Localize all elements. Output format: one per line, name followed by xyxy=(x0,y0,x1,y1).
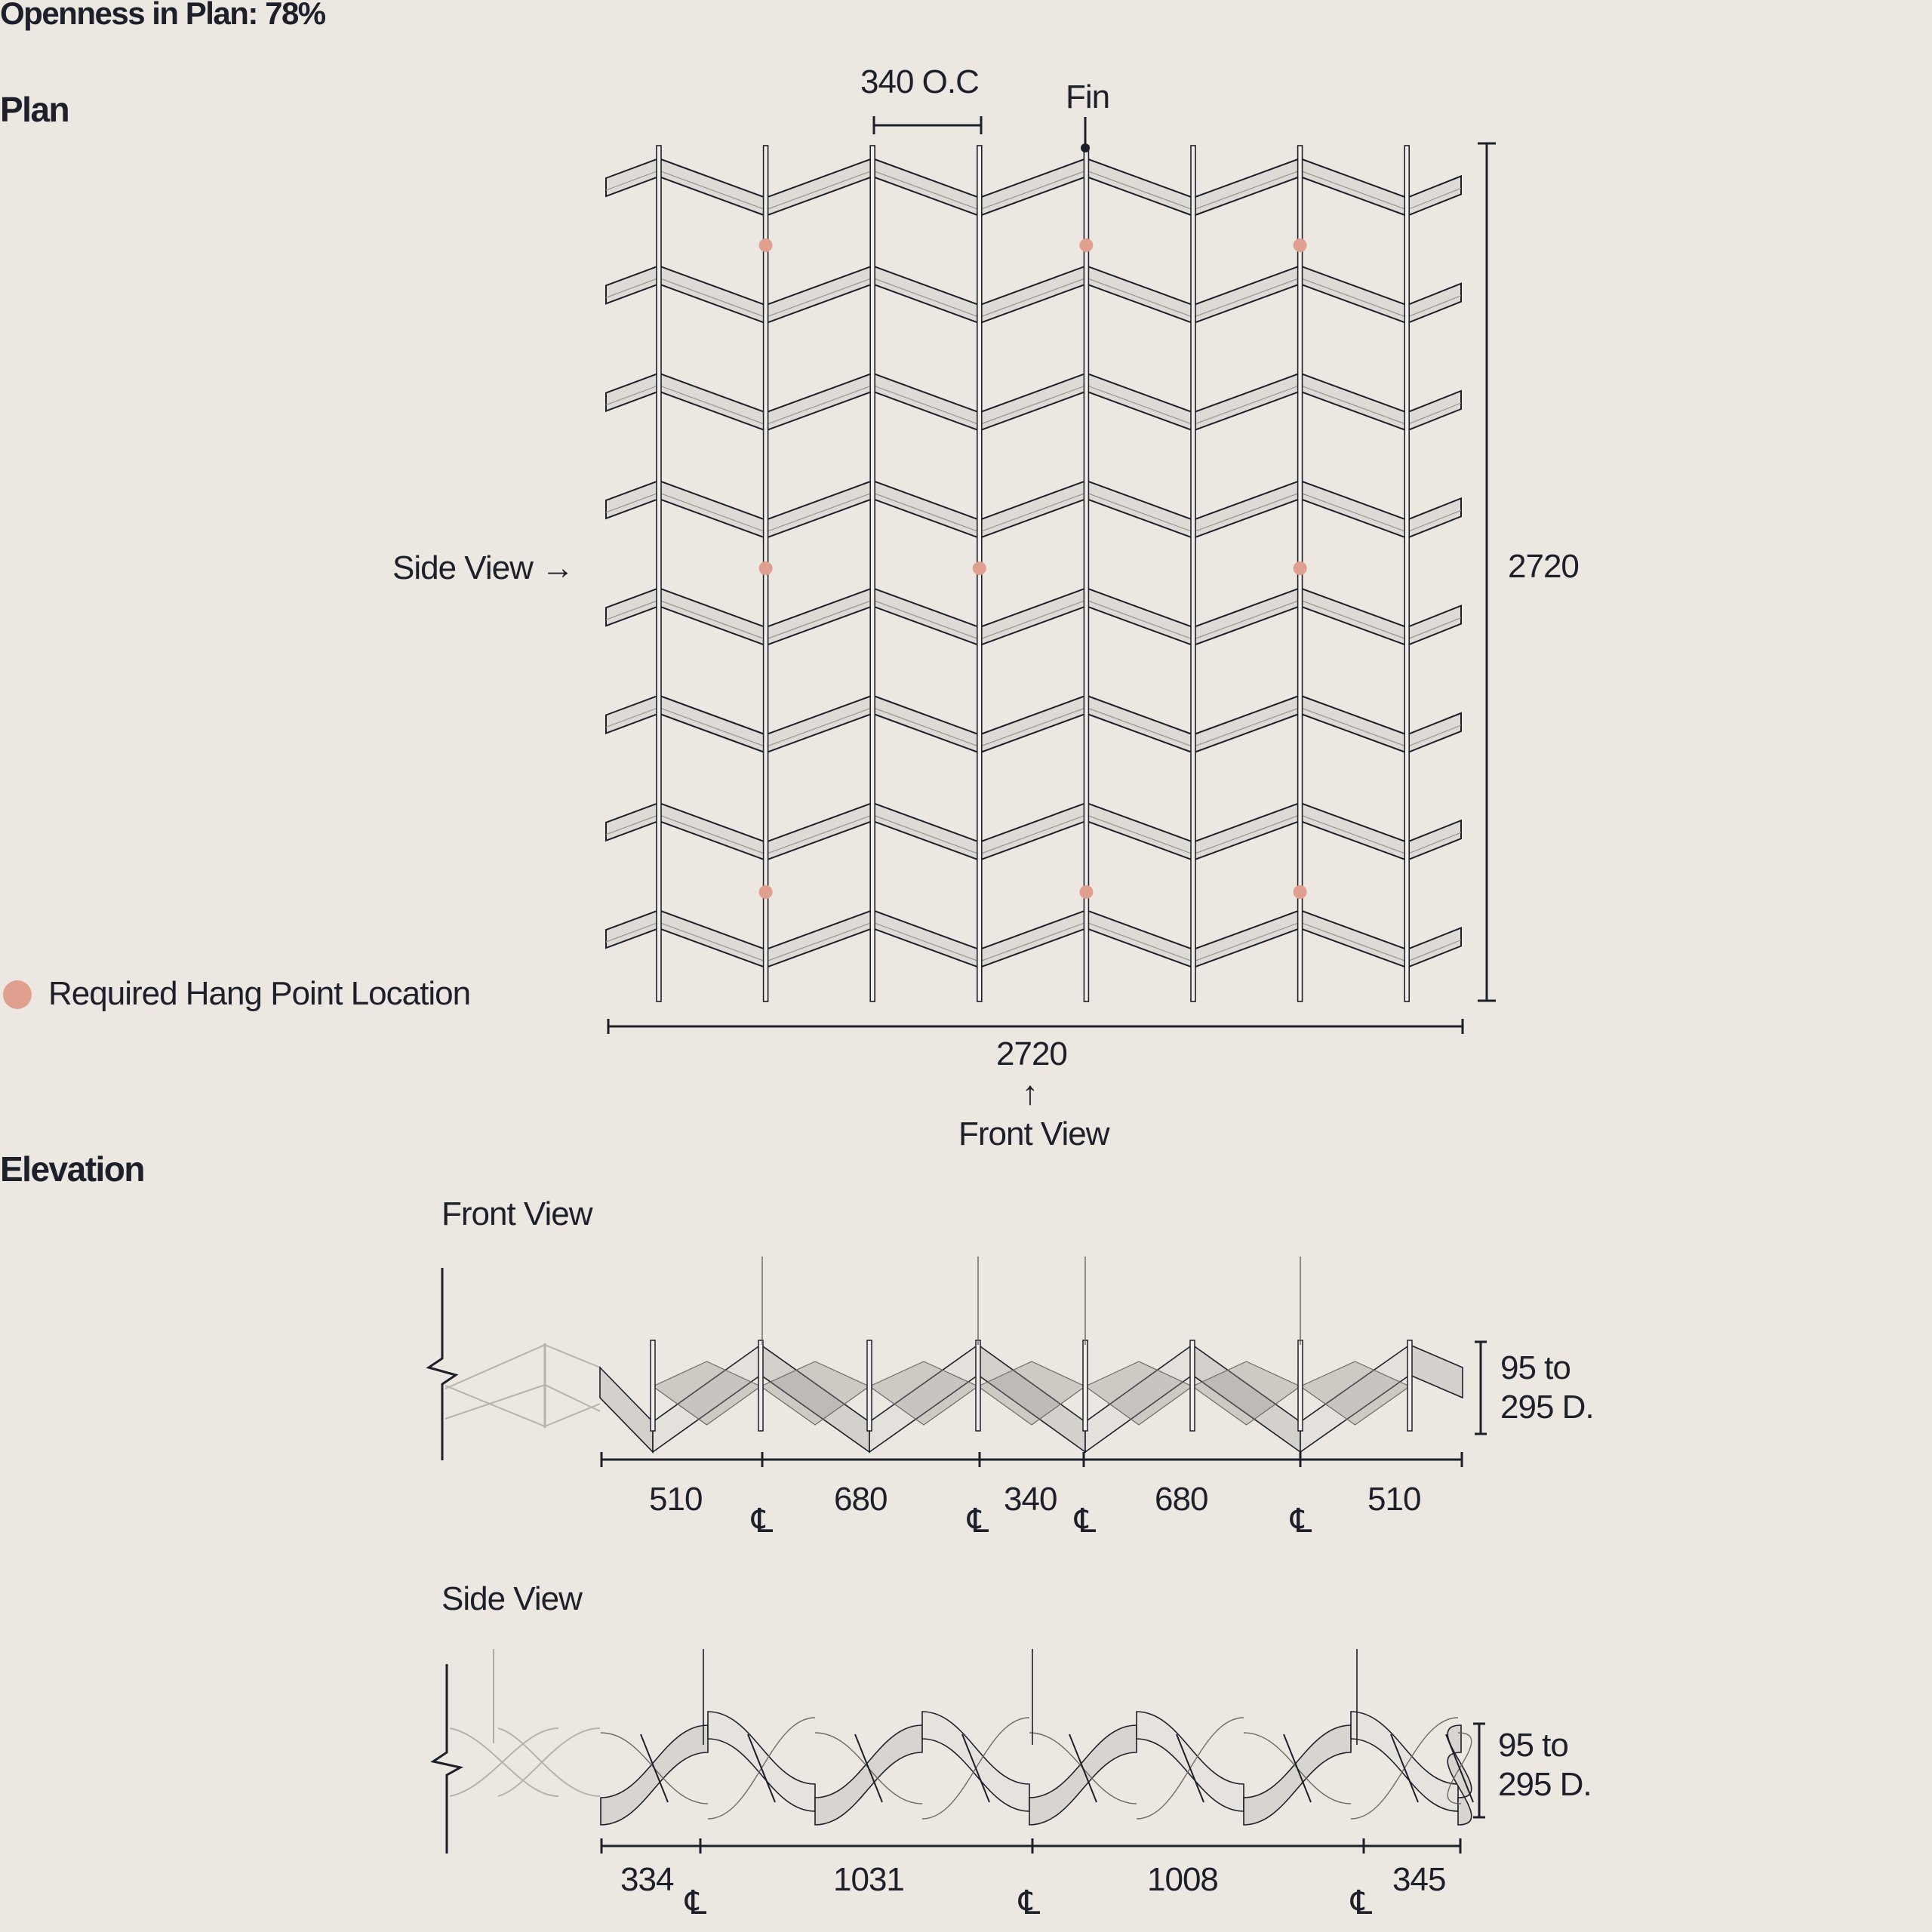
front-fin-1 xyxy=(651,1340,655,1431)
front-break-line xyxy=(429,1268,456,1460)
side-break-line xyxy=(433,1664,460,1854)
front-centerline-2: ℄ xyxy=(968,1503,989,1540)
plan-fin-8 xyxy=(1404,146,1409,1001)
side-elevation-drawing xyxy=(433,1649,1485,1854)
front-fin-4 xyxy=(976,1340,980,1431)
hang-point-2 xyxy=(1079,238,1093,252)
front-fin-5 xyxy=(1083,1340,1088,1431)
fin-pointer-dot xyxy=(1081,143,1090,152)
hang-point-8 xyxy=(1079,885,1093,899)
side-dim-2: 1031 xyxy=(833,1861,904,1898)
front-fin-2 xyxy=(758,1340,763,1431)
front-dim-4: 680 xyxy=(1155,1481,1208,1518)
side-ribbon-a-2 xyxy=(708,1712,815,1811)
side-ribbon-a-5 xyxy=(1029,1725,1137,1825)
side-dim-3: 1008 xyxy=(1147,1861,1218,1898)
side-dim-4: 345 xyxy=(1392,1861,1446,1898)
front-ribbon-1 xyxy=(600,1367,653,1452)
plan-title: Plan xyxy=(0,90,69,129)
plan-panel-row-7 xyxy=(606,803,1461,860)
hang-point-1 xyxy=(759,238,773,252)
side-ribbon-a-1 xyxy=(601,1725,708,1825)
side-ribbon-a-3 xyxy=(815,1725,922,1825)
front-view-title: Front View xyxy=(441,1195,592,1232)
hang-point-9 xyxy=(1294,885,1307,899)
plan-panel-row-3 xyxy=(606,374,1461,431)
front-fin-7 xyxy=(1298,1340,1303,1431)
plan-panel-row-8 xyxy=(606,910,1461,968)
elevation-title: Elevation xyxy=(0,1149,145,1189)
side-depth-label-1: 95 to xyxy=(1498,1727,1568,1764)
front-view-arrow-icon: ↑ xyxy=(1022,1075,1038,1112)
front-elevation-drawing xyxy=(429,1257,1487,1467)
front-dim-3: 340 xyxy=(1004,1481,1057,1518)
side-ribbon-a-8 xyxy=(1351,1712,1458,1811)
plan-height-dimension: 2720 xyxy=(1508,548,1579,585)
hang-point-3 xyxy=(1294,238,1307,252)
front-centerline-1: ℄ xyxy=(752,1503,773,1540)
spacing-label: 340 O.C xyxy=(860,63,979,100)
front-centerline-4: ℄ xyxy=(1291,1503,1312,1540)
front-dim-5: 510 xyxy=(1367,1481,1421,1518)
side-ribbon-a-4 xyxy=(922,1712,1029,1811)
hang-point-5 xyxy=(973,561,986,575)
side-ribbon-a-7 xyxy=(1244,1725,1351,1825)
openness-title: Openness in Plan: 78% xyxy=(0,0,325,31)
plan-fin-1 xyxy=(657,146,661,1001)
front-ribbon-9 xyxy=(1410,1345,1463,1398)
front-view-arrow-label: Front View xyxy=(958,1115,1109,1152)
front-dim-1: 510 xyxy=(649,1481,703,1518)
side-view-arrow-label: Side View → xyxy=(392,549,574,586)
fin-label: Fin xyxy=(1066,78,1110,115)
side-centerline-3: ℄ xyxy=(1351,1884,1372,1921)
side-view-title: Side View xyxy=(441,1580,582,1617)
plan-fin-6 xyxy=(1191,146,1195,1001)
side-ribbon-a-6 xyxy=(1137,1712,1244,1811)
side-dim-1: 334 xyxy=(620,1861,674,1898)
plan-panel-row-2 xyxy=(606,266,1461,323)
plan-panel-row-1 xyxy=(606,158,1461,216)
plan-panel-row-5 xyxy=(606,588,1461,645)
front-ghost-section xyxy=(445,1345,600,1426)
side-centerline-1: ℄ xyxy=(685,1884,706,1921)
plan-fin-5 xyxy=(1084,146,1088,1001)
side-centerline-2: ℄ xyxy=(1019,1884,1040,1921)
plan-panel-row-4 xyxy=(606,481,1461,538)
side-ghost-weave xyxy=(450,1728,600,1796)
plan-dimension-lines xyxy=(608,116,1496,1034)
plan-width-dimension: 2720 xyxy=(996,1035,1067,1072)
plan-fin-3 xyxy=(870,146,875,1001)
front-fin-3 xyxy=(867,1340,872,1431)
hang-point-4 xyxy=(759,561,773,575)
hang-point-7 xyxy=(759,885,773,899)
front-fin-8 xyxy=(1407,1340,1412,1431)
hang-point-6 xyxy=(1294,561,1307,575)
plan-grid xyxy=(606,146,1461,1001)
plan-panel-row-6 xyxy=(606,696,1461,753)
front-centerline-3: ℄ xyxy=(1075,1503,1096,1540)
front-dim-2: 680 xyxy=(834,1481,888,1518)
front-depth-label-1: 95 to xyxy=(1500,1349,1571,1386)
front-fin-6 xyxy=(1190,1340,1195,1431)
front-depth-label-2: 295 D. xyxy=(1500,1389,1594,1426)
side-depth-bracket xyxy=(1473,1724,1485,1817)
side-depth-label-2: 295 D. xyxy=(1498,1766,1592,1803)
legend-label: Required Hang Point Location xyxy=(48,975,471,1012)
front-depth-bracket xyxy=(1475,1342,1487,1434)
